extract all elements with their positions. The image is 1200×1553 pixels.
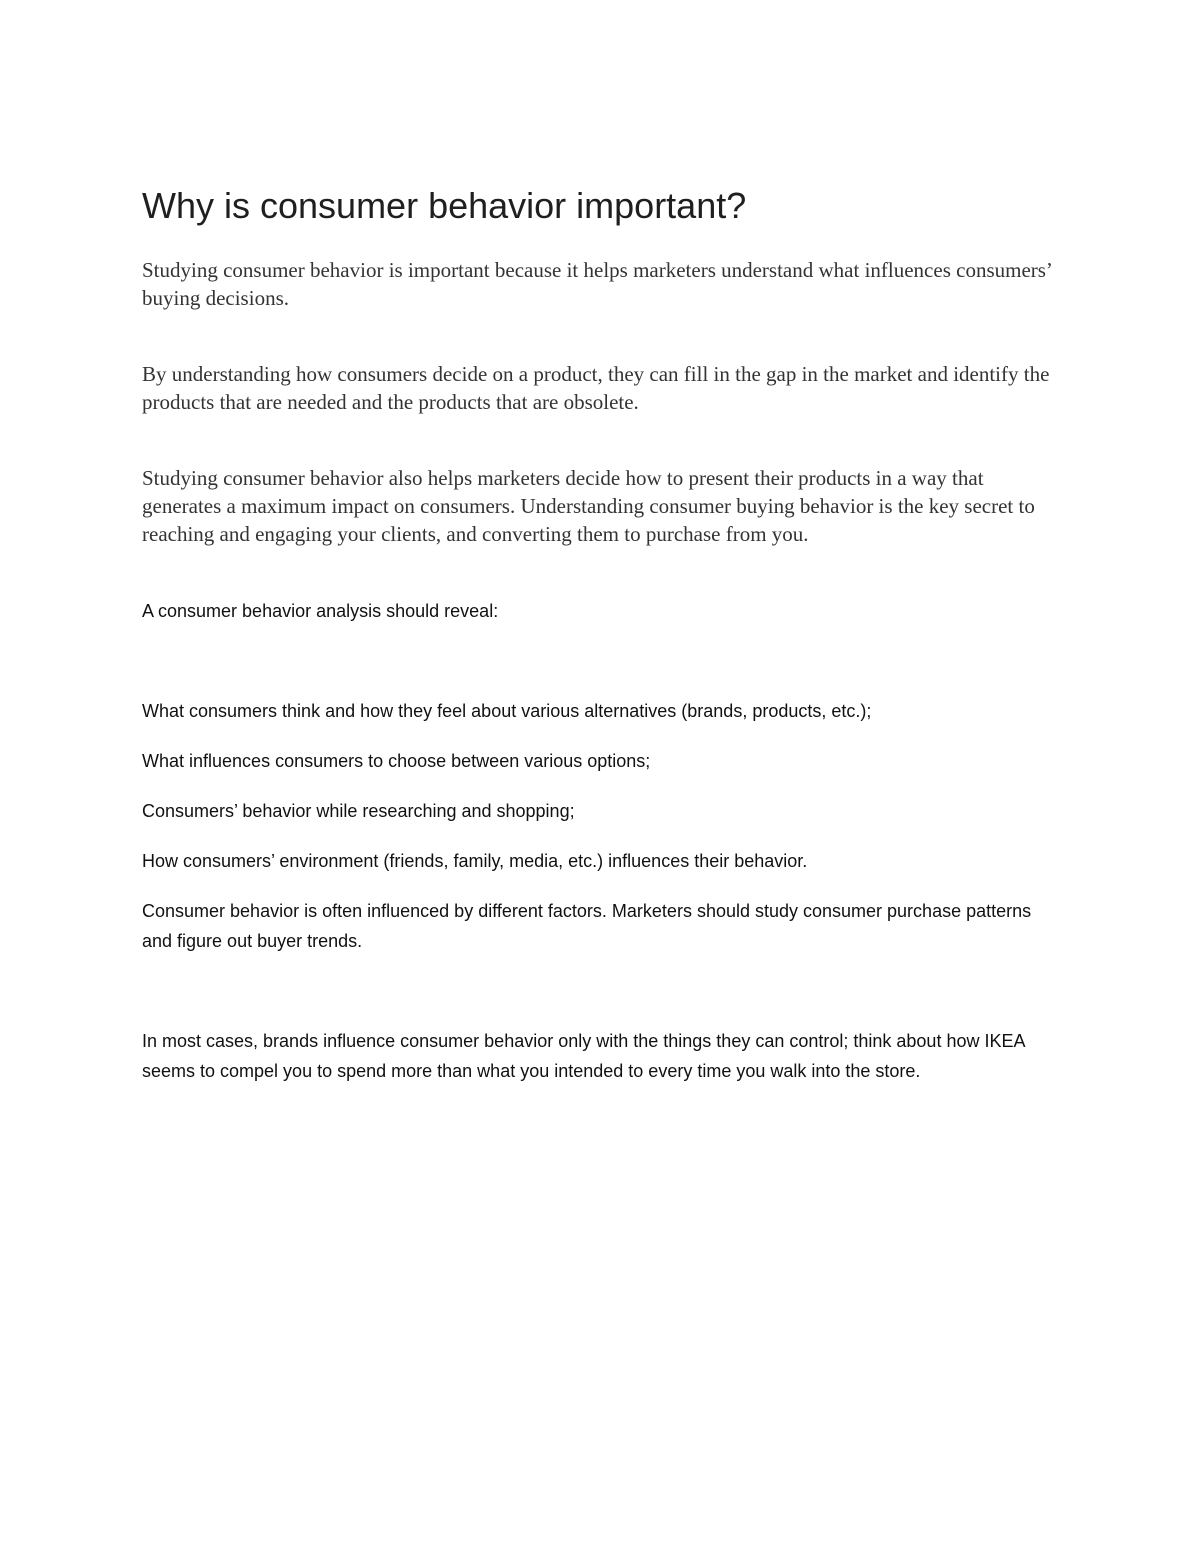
analysis-item-shopping-behavior: Consumers’ behavior while researching and shopping; [142,801,575,821]
paragraph-understanding: By understanding how consumers decide on a product, they can fill in the gap in the market and identify the products that are needed and the products that are obsolete. [142,362,1050,414]
paragraph-ikea-example: In most cases, brands influence consumer behavior only with the things they can control; think about how IKEA seems to compel you to spend more than what you intended to every time you walk into the store. [142,1031,1025,1081]
document-title: Why is consumer behavior important? [142,185,747,226]
analysis-intro: A consumer behavior analysis should reveal: [142,601,499,621]
paragraph-factors: Consumer behavior is often influenced by different factors. Marketers should study consumer purchase patterns and figure out buyer trends. [142,901,1032,951]
document-content [142,184,1062,1086]
analysis-item-influences: What influences consumers to choose between various options; [142,751,651,771]
paragraph-importance: Studying consumer behavior is important because it helps marketers understand what influences consumers’ buying decisions. [142,258,1052,310]
analysis-item-thoughts: What consumers think and how they feel about various alternatives (brands, products, etc.); [142,701,872,721]
analysis-item-environment: How consumers’ environment (friends, family, media, etc.) influences their behavior. [142,851,808,871]
paragraph-presentation: Studying consumer behavior also helps marketers decide how to present their products in a way that generates a maximum impact on consumers. Understanding consumer buying behavior is the key secret to reaching and engaging your clients, and converting them to purchase from you. [142,466,1035,546]
